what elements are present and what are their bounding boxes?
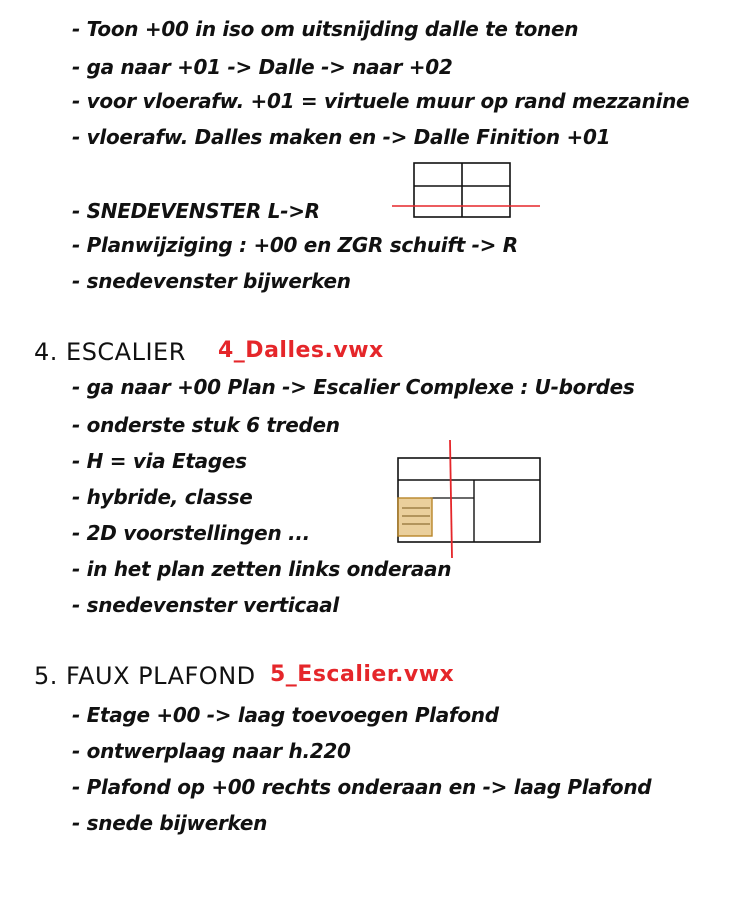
- note-line-snedevenster-bijwerken: - snedevenster bijwerken: [72, 269, 351, 293]
- section-window-sketch: [390, 160, 550, 224]
- note-line-ga-naar-01: - ga naar +01 -> Dalle -> naar +02: [72, 55, 453, 79]
- section4-file: 4_Dalles.vwx: [218, 338, 384, 363]
- section5-line-ontwerplaag: - ontwerplaag naar h.220: [72, 739, 351, 763]
- section4-line-escalier-complexe: - ga naar +00 Plan -> Escalier Complexe : U-bordes: [72, 375, 635, 399]
- section4-line-etages: - H = via Etages: [72, 449, 247, 473]
- note-line-virtuele-muur: - voor vloerafw. +01 = virtuele muur op rand mezzanine: [72, 89, 690, 113]
- section5-line-plafond: - Plafond op +00 rechts onderaan en -> laag Plafond: [72, 775, 652, 799]
- section5-line-snede: - snede bijwerken: [72, 811, 268, 835]
- section5-file: 5_Escalier.vwx: [270, 662, 455, 687]
- note-line-dalle-finition: - vloerafw. Dalles maken en -> Dalle Finition +01: [72, 125, 611, 149]
- section4-line-links-onderaan: - in het plan zetten links onderaan: [72, 557, 452, 581]
- stair-plan-sketch: [390, 438, 550, 560]
- note-line-snedevenster: - SNEDEVENSTER L->R: [72, 199, 320, 223]
- note-line-toon-iso: - Toon +00 in iso om uitsnijding dalle te tonen: [72, 17, 579, 41]
- note-line-planwijziging: - Planwijziging : +00 en ZGR schuift -> R: [72, 233, 518, 257]
- section5-line-etage: - Etage +00 -> laag toevoegen Plafond: [72, 703, 499, 727]
- section4-line-verticaal: - snedevenster verticaal: [72, 593, 339, 617]
- section4-line-2d: - 2D voorstellingen ...: [72, 521, 310, 545]
- section5-heading: 5. FAUX PLAFOND: [34, 662, 256, 690]
- section4-heading: 4. ESCALIER: [34, 338, 186, 366]
- section4-line-hybride: - hybride, classe: [72, 485, 253, 509]
- section4-line-treden: - onderste stuk 6 treden: [72, 413, 340, 437]
